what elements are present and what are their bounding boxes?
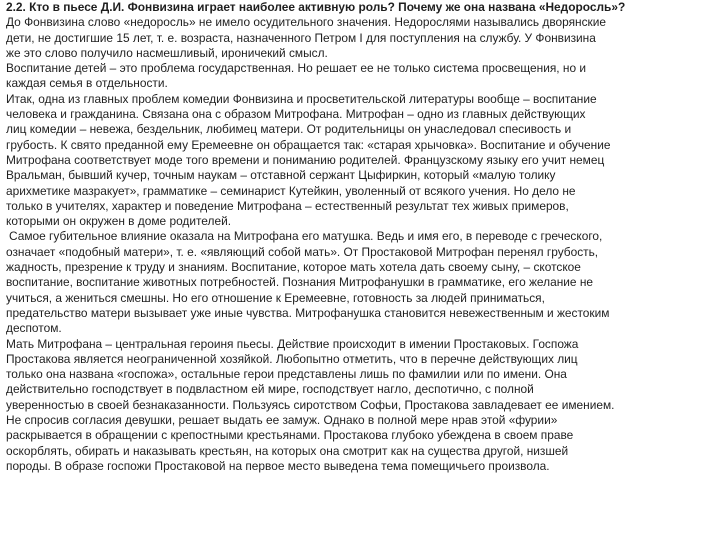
text-line: лиц комедии – невежа, бездельник, любимец матери. От родительницы он унаследовал спесивость и (6, 122, 572, 137)
document-body (6, 15, 714, 474)
text-line: Мать Митрофана – центральная героиня пьесы. Действие происходит в имении Простаковых. Госпожа (6, 336, 579, 351)
text-line: жадность, презрение к труду и знаниям. Воспитание, которое мать хотела дать своему сыну, – скотское (6, 260, 581, 275)
text-line: Не спросив согласия девушки, решает выдать ее замуж. Однако в полной мере нрав этой «фурии» (6, 413, 558, 428)
text-line: грубость. К свято преданной ему Еремеевне он обращается так: «старая хрычовка». Воспитание и обучение (6, 137, 611, 152)
text-line: Воспитание детей – это проблема государственная. Но решает ее не только система просвещения, но и (6, 61, 587, 76)
text-line: породы. В образе госпожи Простаковой на первое место выведена тема помещичьего произвола. (6, 458, 550, 473)
text-line: арихметике мазракует», грамматике – семинарист Кутейкин, уволенный от всякого учения. Но дело не (6, 183, 576, 198)
text-line: действительно господствует в подвластном ей мире, господствует нагло, деспотично, с полной (6, 382, 534, 397)
text-line: Вральман, бывший кучер, точным наукам – отставной сержант Цыфиркин, который «малую толику (6, 168, 556, 183)
text-line: Итак, одна из главных проблем комедии Фонвизина и просветительской литературы вообще – воспитание (6, 91, 597, 106)
question-heading: 2.2. Кто в пьесе Д.И. Фонвизина играет наиболее активную роль? Почему же она названа «Недоросль»? (6, 0, 626, 14)
text-line: дети, не достигшие 15 лет, т. е. возраста, назначенного Петром I для поступления на службу. У Фонвизина (6, 30, 596, 45)
text-line: предательство матери вызывает уже иные чувства. Митрофанушка становится невежественным и жестоким (6, 305, 610, 320)
text-line: оскорблять, обирать и наказывать крестьян, на которых она смотрит как на существа другой, низшей (6, 443, 569, 458)
text-line: Митрофана соответствует моде того времени и пониманию родителей. Французскому языку его учит немец (6, 152, 605, 167)
text-line: каждая семья в отдельности. (6, 76, 168, 91)
text-line: деспотом. (6, 321, 62, 336)
text-line: Самое губительное влияние оказала на Митрофана его матушка. Ведь и имя его, в переводе с греческого, (9, 229, 603, 244)
text-line: Простакова является неограниченной хозяйкой. Любопытно отметить, что в перечне действующих лиц (6, 351, 578, 366)
text-line: только она названа «госпожа», остальные герои представлены лишь по фамилии или по имени. Она (6, 367, 567, 382)
text-line: только в учителях, характер и поведение Митрофана – естественный результат тех живых примеров, (6, 198, 569, 213)
text-line: которыми он окружен в доме родителей. (6, 214, 232, 229)
text-line: учиться, а жениться смешны. Но его отношение к Еремеевне, готовность за людей приниматься, (6, 290, 545, 305)
text-line: означает «подобный матери», т. е. «являющий собой мать». От Простаковой Митрофан перенял грубость, (6, 244, 599, 259)
text-line: раскрывается в обращении с крепостными крестьянами. Простакова глубоко убеждена в своем праве (6, 428, 574, 443)
text-line: же это слово получило насмешливый, ироничекий смысл. (6, 45, 328, 60)
text-line: человека и гражданина. Связана она с образом Митрофана. Митрофан – одно из главных действующих (6, 107, 586, 122)
text-line: воспитание, воспитание животных потребностей. Познания Митрофанушки в грамматике, его желание не (6, 275, 594, 290)
text-line: До Фонвизина слово «недоросль» не имело осудительного значения. Недорослями назывались дворянские (6, 15, 606, 30)
text-line: уверенностью в своей безнаказанности. Пользуясь сиротством Софьи, Простакова завладевает ее имением. (6, 397, 615, 412)
